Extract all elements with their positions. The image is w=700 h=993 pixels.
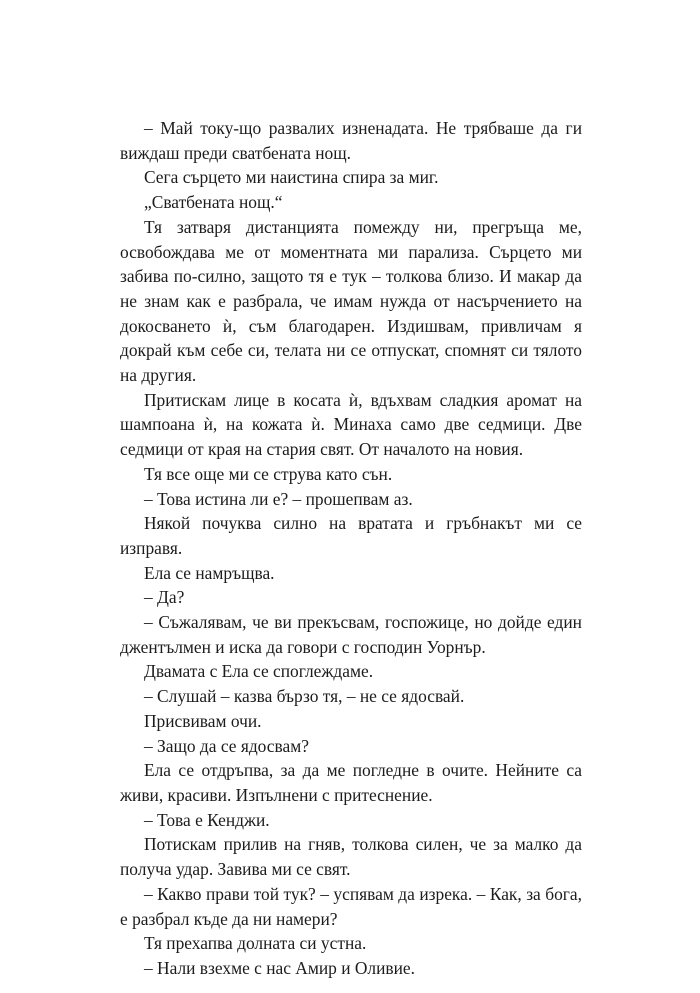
paragraph: „Сватбената нощ.“ <box>144 192 283 213</box>
paragraph: – Това е Кенджи. <box>144 809 270 830</box>
paragraph: Тя затваря дистанцията помежду ни, прегръща ме, освобождава ме от моментната ми парализа. Сърцето ми забива по-силно, защото тя е тук – толкова близо. И макар да не знам как е разбрала, че имам нужда от насърчението на докосването ѝ, съм благодарен. Издишвам, привличам я докрай към себе си, телата ни се отпускат, спомнят си тялото на другия. <box>120 216 582 386</box>
paragraph: Притискам лице в косата ѝ, вдъхвам сладкия аромат на шампоана ѝ, на кожата ѝ. Минаха само две седмици. Две седмици от края на стария свят. От началото на новия. <box>120 389 582 460</box>
paragraph: – Съжалявам, че ви прекъсвам, госпожице, но дойде един джентълмен и иска да говори с господин Уорнър. <box>120 612 582 657</box>
paragraph: Присвивам очи. <box>144 710 262 731</box>
paragraph: – Май току-що развалих изненадата. Не трябваше да ги виждаш преди сватбената нощ. <box>120 118 582 163</box>
paragraph: – Какво прави той тук? – успявам да изрека. – Как, за бога, е разбрал къде да ни намери? <box>120 883 582 929</box>
paragraph: – Нали взехме с нас Амир и Оливие. <box>144 957 415 978</box>
paragraph: Тя все още ми се струва като сън. <box>144 463 393 484</box>
paragraph: – Слушай – казва бързо тя, – не се ядосвай. <box>144 686 465 707</box>
paragraph: Ела се отдръпва, за да ме погледне в очите. Нейните са живи, красиви. Изпълнени с притеснение. <box>120 760 582 805</box>
paragraph: Тя прехапва долната си устна. <box>144 933 367 954</box>
paragraph: Ела се намръщва. <box>144 562 275 583</box>
paragraph: Сега сърцето ми наистина спира за миг. <box>144 167 439 188</box>
paragraph: – Това истина ли е? – прошепвам аз. <box>144 488 413 509</box>
book-page-text <box>120 116 582 981</box>
paragraph: – Защо да се ядосвам? <box>144 735 309 756</box>
paragraph: Някой почуква силно на вратата и гръбнакът ми се изправя. <box>120 513 582 558</box>
paragraph: Двамата с Ела се споглеждаме. <box>144 661 374 682</box>
paragraph: – Да? <box>144 587 185 608</box>
paragraph: Потискам прилив на гняв, толкова силен, че за малко да получа удар. Завива ми се свят. <box>120 834 582 880</box>
